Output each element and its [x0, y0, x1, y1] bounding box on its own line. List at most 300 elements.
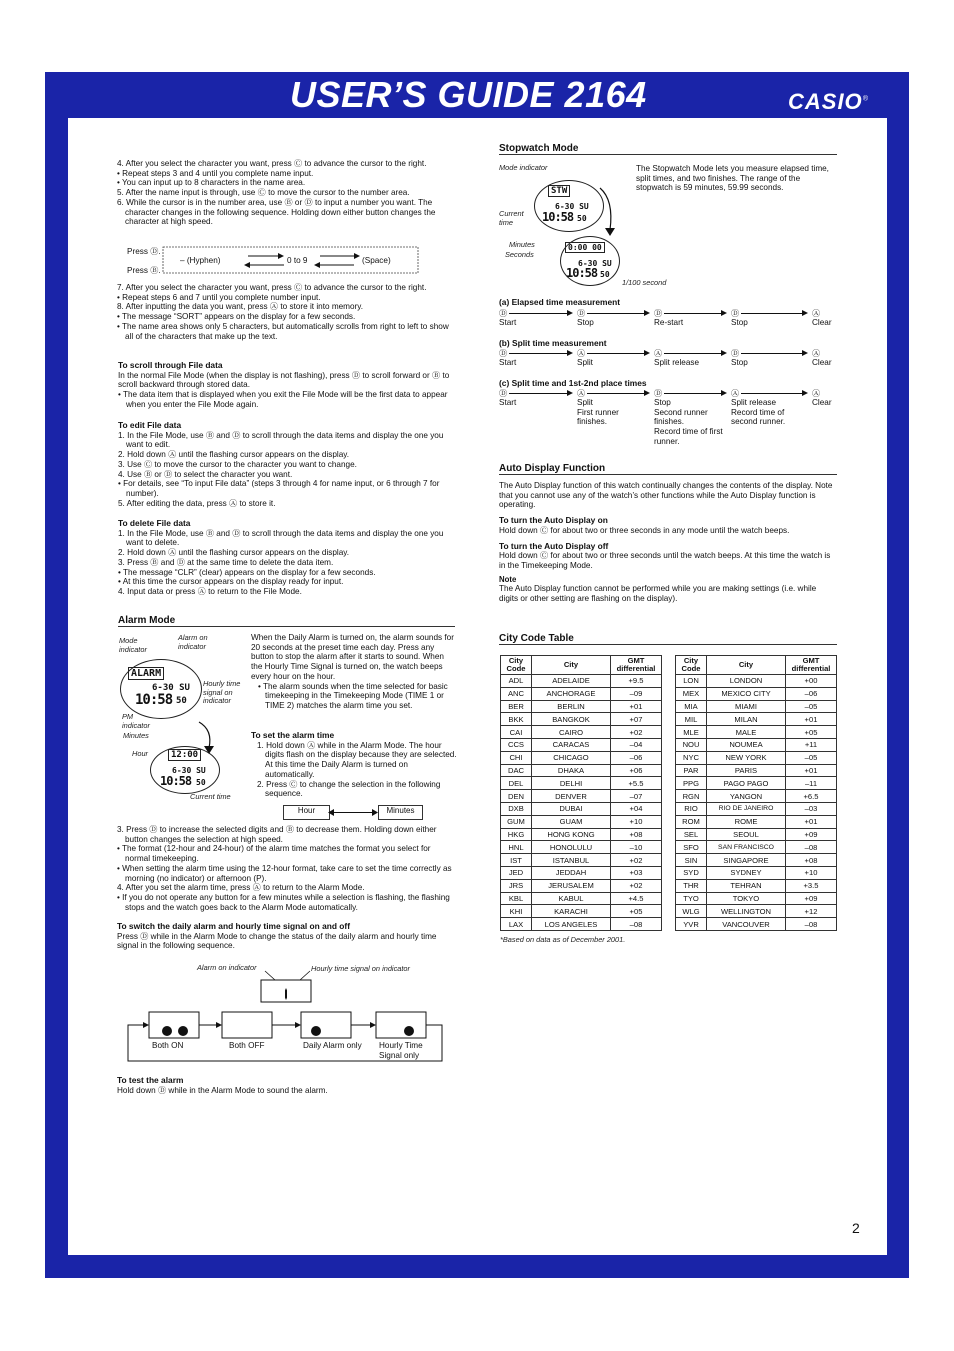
set-alarm-continued — [117, 825, 457, 912]
label-alarm-on-indicator: Alarm on indicator — [197, 963, 257, 972]
para: • The name area shows only 5 characters, but automatically scrolls from right to left to show all of the characters that make up the text. — [117, 321, 449, 341]
table-row — [676, 815, 837, 828]
button-symbol: Ⓐ — [731, 389, 740, 398]
page-number: 2 — [852, 1220, 860, 1236]
table-cell: +04 — [611, 802, 662, 815]
seq-heading: (a) Elapsed time measurement — [499, 297, 621, 307]
button-symbol: Ⓓ — [654, 389, 663, 398]
table-cell: VANCOUVER — [707, 918, 786, 931]
lcd-sw-time: 10:58 — [542, 210, 574, 224]
press-d-label: Press Ⓓ. — [127, 247, 161, 256]
table-cell: +10 — [786, 866, 837, 879]
table-cell: BKK — [501, 713, 532, 726]
seq-space: (Space) — [362, 256, 391, 265]
table-cell: –05 — [786, 700, 837, 713]
para: • The message “SORT” appears on the display for a few seconds. — [117, 312, 356, 322]
table-cell: LONDON — [707, 675, 786, 688]
table-cell: LOS ANGELES — [532, 918, 611, 931]
alarm-text — [251, 633, 457, 711]
lcd-stw: STW — [548, 185, 570, 197]
lcd-sw-time-2: 10:58 — [566, 266, 598, 280]
table-cell: ANCHORAGE — [532, 687, 611, 700]
table-cell: DXB — [501, 802, 532, 815]
button-symbol: Ⓓ — [499, 389, 508, 398]
para: 2. Hold down Ⓐ until the flashing cursor appears on the display. — [118, 450, 350, 460]
table-cell: DUBAI — [532, 802, 611, 815]
para: • When setting the alarm time using the 12-hour format, take care to set the time correctly as morning (no indicator) or afternoon (P). — [117, 863, 452, 883]
step-label: Clear — [812, 398, 832, 407]
switch-section — [117, 922, 457, 951]
table-cell: MALE — [707, 726, 786, 739]
table-cell: +08 — [611, 828, 662, 841]
table-cell: +06 — [611, 764, 662, 777]
button-symbol: Ⓓ — [731, 309, 740, 318]
table-cell: KARACHI — [532, 905, 611, 918]
lcd-sw-count: 0:00 00 — [565, 242, 605, 253]
para: 4. Use Ⓑ or Ⓓ to select the character you want. — [118, 469, 293, 479]
para: 1. In the File Mode, use Ⓑ and Ⓓ to scroll through the data items and display the one you want to edit. — [118, 430, 444, 450]
table-cell: –08 — [786, 841, 837, 854]
state-both-on: Both ON — [152, 1041, 184, 1050]
step-label: Clear — [812, 318, 832, 327]
table-cell: +11 — [786, 738, 837, 751]
sw-label-current: Current time — [499, 209, 524, 227]
step-label: Stop — [731, 358, 748, 367]
table-cell: GUM — [501, 815, 532, 828]
city-code-heading: City Code Table — [499, 633, 837, 645]
para: 1. In the File Mode, use Ⓑ and Ⓓ to scroll through the data items and display the one you want to delete. — [118, 528, 444, 548]
table-cell: MIA — [676, 700, 707, 713]
table-cell: KHI — [501, 905, 532, 918]
sequence-arrow — [741, 393, 806, 394]
table-row — [501, 764, 662, 777]
step-label: Start — [499, 318, 517, 327]
table-cell: +07 — [611, 713, 662, 726]
label-hourly: Hourly time signal on indicator — [203, 679, 241, 705]
table-cell: –05 — [786, 751, 837, 764]
table-cell: MIAMI — [707, 700, 786, 713]
table-cell: CAI — [501, 726, 532, 739]
table-row — [676, 764, 837, 777]
step-label: Stop Second runner finishes. Record time of first runner. — [654, 398, 723, 446]
table-row — [676, 687, 837, 700]
table-row — [676, 841, 837, 854]
step-label: Split release — [654, 358, 700, 367]
place-sequence — [499, 378, 839, 388]
sw-text: The Stopwatch Mode lets you measure elapsed time, split times, and two finishes. The range of the stopwatch is 59 minutes, 59.99 seconds. — [636, 164, 829, 193]
table-cell: PARIS — [707, 764, 786, 777]
logo-text: CASIO — [788, 89, 863, 114]
section-heading: To edit File data — [118, 420, 182, 430]
table-row — [501, 841, 662, 854]
para: 4. After you select the character you want, press Ⓒ to advance the cursor to the right. — [117, 159, 427, 168]
table-row — [676, 918, 837, 931]
step-label: Split release Record time of second runner. — [731, 398, 786, 427]
table-row — [501, 687, 662, 700]
para: 2. Press Ⓒ to change the selection in the following sequence. — [257, 779, 441, 799]
seq-heading: (b) Split time measurement — [499, 338, 607, 348]
delete-section — [118, 519, 458, 597]
table-row — [501, 777, 662, 790]
label-alarm-on: Alarm on indicator — [178, 633, 208, 651]
table-cell: +01 — [786, 764, 837, 777]
table-cell: +12 — [786, 905, 837, 918]
seq-heading: (c) Split time and 1st-2nd place times — [499, 378, 647, 388]
label-minutes: Minutes — [123, 731, 149, 740]
table-cell: +02 — [611, 879, 662, 892]
stopwatch-heading: Stopwatch Mode — [499, 143, 837, 155]
seq-digits: 0 to 9 — [287, 256, 308, 265]
button-symbol: Ⓓ — [577, 309, 586, 318]
elapsed-sequence — [499, 297, 839, 307]
lcd-date-2: 6-30 SU — [172, 766, 206, 775]
table-cell: +00 — [786, 675, 837, 688]
lcd-time-2: 10:58 — [160, 774, 192, 788]
para: 5. After editing the data, press Ⓐ to store it. — [118, 498, 276, 508]
button-symbol: Ⓐ — [812, 389, 821, 398]
para: Hold down Ⓓ while in the Alarm Mode to sound the alarm. — [117, 1085, 328, 1095]
table-cell: PAGO PAGO — [707, 777, 786, 790]
table-cell: BANGKOK — [532, 713, 611, 726]
hour-minutes-arrow — [328, 806, 378, 819]
button-symbol: Ⓓ — [499, 309, 508, 318]
table-cell: BERLIN — [532, 700, 611, 713]
table-cell: +08 — [786, 854, 837, 867]
table-row — [501, 866, 662, 879]
para: 8. After inputting the data you want, press Ⓐ to store it into memory. — [117, 302, 364, 312]
button-symbol: Ⓓ — [731, 349, 740, 358]
para: • The format (12-hour and 24-hour) of the alarm time matches the format you select for normal timekeeping. — [117, 844, 431, 864]
sequence-arrow — [664, 393, 725, 394]
table-row — [676, 738, 837, 751]
table-cell: CHI — [501, 751, 532, 764]
sequence-arrow — [509, 353, 571, 354]
test-alarm-section — [117, 1076, 457, 1095]
intro-text — [117, 159, 457, 227]
table-row — [676, 713, 837, 726]
table-row — [676, 905, 837, 918]
table-cell: –06 — [786, 687, 837, 700]
lcd-alarm-time: 12:00 — [168, 749, 201, 761]
hour-box: Hour — [283, 805, 330, 820]
table-cell: MILAN — [707, 713, 786, 726]
para: 3. Use Ⓒ to move the cursor to the character you want to change. — [118, 459, 357, 469]
table-cell: JERUSALEM — [532, 879, 611, 892]
table-cell: +02 — [611, 726, 662, 739]
table-cell: LON — [676, 675, 707, 688]
button-symbol: Ⓓ — [654, 309, 663, 318]
table-cell: +05 — [611, 905, 662, 918]
section-heading: To scroll through File data — [118, 360, 223, 370]
table-cell: WELLINGTON — [707, 905, 786, 918]
col-header: City Code — [676, 656, 707, 675]
table-cell: RIO DE JANEIRO — [707, 802, 786, 815]
para: The Auto Display function of this watch continually changes the contents of the display. Note that you cannot use any of the watch’s other functions while the Auto Display function is operating. — [499, 481, 833, 510]
registered-mark: ® — [862, 95, 869, 103]
minutes-box: Minutes — [378, 805, 423, 820]
sequence-arrow — [509, 393, 571, 394]
table-row — [676, 828, 837, 841]
sequence-arrow — [741, 313, 806, 314]
page-title: USER’S GUIDE 2164 — [290, 74, 647, 115]
para: • The data item that is displayed when you exit the File Mode will be the first data to appear when you enter the File Mode again. — [118, 390, 448, 409]
table-cell: HONG KONG — [532, 828, 611, 841]
casio-logo — [788, 89, 869, 115]
table-cell: –08 — [786, 918, 837, 931]
section-heading: To set the alarm time — [251, 730, 335, 740]
table-row — [676, 802, 837, 815]
table-row — [501, 892, 662, 905]
table-cell: SYDNEY — [707, 866, 786, 879]
section-heading: To test the alarm — [117, 1075, 184, 1085]
table-cell: BER — [501, 700, 532, 713]
table-cell: JED — [501, 866, 532, 879]
label-hourly-signal: Hourly time signal on indicator — [311, 964, 410, 973]
table-row — [501, 726, 662, 739]
para: • Repeat steps 3 and 4 until you complete name input. — [117, 168, 314, 178]
table-cell: SEOUL — [707, 828, 786, 841]
sw-label-mode: Mode indicator — [499, 163, 548, 172]
col-header: City Code — [501, 656, 532, 675]
table-cell: NOUMEA — [707, 738, 786, 751]
table-cell: +10 — [611, 815, 662, 828]
city-code-table-1 — [500, 655, 662, 931]
section-heading: Note — [499, 574, 517, 584]
para: • The message “CLR” (clear) appears on the display for a few seconds. — [118, 567, 376, 577]
lcd-sw-seconds-2: 50 — [600, 270, 610, 279]
lcd-seconds: 50 — [176, 696, 187, 706]
split-sequence — [499, 338, 839, 348]
table-cell: GUAM — [532, 815, 611, 828]
table-row — [676, 866, 837, 879]
table-row — [501, 675, 662, 688]
sequence-arrow — [741, 353, 806, 354]
label-current-time: Current time — [190, 792, 231, 801]
sequence-arrow — [587, 313, 648, 314]
table-row — [676, 675, 837, 688]
table-cell: DAC — [501, 764, 532, 777]
city-code-table-2 — [675, 655, 837, 931]
table-cell: THR — [676, 879, 707, 892]
table-cell: –03 — [786, 802, 837, 815]
table-cell: DELHI — [532, 777, 611, 790]
button-symbol: Ⓐ — [577, 389, 586, 398]
table-cell: PPG — [676, 777, 707, 790]
state-both-off: Both OFF — [229, 1041, 265, 1050]
col-header: GMT differential — [611, 656, 662, 675]
table-cell: +01 — [786, 815, 837, 828]
table-cell: CHICAGO — [532, 751, 611, 764]
table-cell: JEDDAH — [532, 866, 611, 879]
para: • For details, see “To input File data” (steps 3 through 4 for name input, or 6 through 7 for number). — [118, 479, 440, 498]
col-header: City — [707, 656, 786, 675]
table-cell: –06 — [611, 751, 662, 764]
edit-section — [118, 421, 458, 508]
table-cell: +5.5 — [611, 777, 662, 790]
table-cell: DEL — [501, 777, 532, 790]
para: • Repeat steps 6 and 7 until you complete number input. — [117, 292, 321, 302]
table-cell: +09 — [786, 892, 837, 905]
table-cell: +01 — [611, 700, 662, 713]
para: When the Daily Alarm is turned on, the alarm sounds for 20 seconds at the preset time each day. Press any button to stop the alarm after it starts to sound. When the Hourly Time Signal is turned on, the watch beeps every hour on the hour. — [251, 633, 454, 681]
table-cell: +6.5 — [786, 790, 837, 803]
table-row — [501, 918, 662, 931]
para: 4. Input data or press Ⓐ to return to the File Mode. — [118, 586, 302, 596]
alarm-mode-heading: Alarm Mode — [118, 615, 455, 627]
seq-hyphen: – (Hyphen) — [180, 256, 221, 265]
state-hourly-only: Hourly Time Signal only — [379, 1041, 423, 1060]
label-pm: PM indicator — [122, 712, 150, 730]
table-row — [676, 790, 837, 803]
table-cell: RIO — [676, 802, 707, 815]
table-cell: ADELAIDE — [532, 675, 611, 688]
para: 3. Press Ⓓ to increase the selected digits and Ⓑ to decrease them. Holding down either button changes the selection at high speed. — [117, 825, 437, 844]
para: Press Ⓓ while in the Alarm Mode to change the status of the daily alarm and hourly time signal in the following sequence. — [117, 931, 437, 951]
step-label: Re-start — [654, 318, 684, 327]
table-cell: ISTANBUL — [532, 854, 611, 867]
table-cell: +4.5 — [611, 892, 662, 905]
table-cell: SINGAPORE — [707, 854, 786, 867]
table-cell: –08 — [611, 918, 662, 931]
sw-mode-arrow-icon — [598, 186, 618, 238]
table-cell: MEX — [676, 687, 707, 700]
table-cell: PAR — [676, 764, 707, 777]
scroll-section — [118, 361, 458, 410]
para: • If you do not operate any button for a few minutes while a selection is flashing, the flashing stops and the watch goes back to the Alarm Mode automatically. — [117, 892, 450, 912]
step-label: Split First runner finishes. — [577, 398, 619, 427]
table-cell: DENVER — [532, 790, 611, 803]
city-table-note: *Based on data as of December 2001. — [500, 935, 626, 944]
table-cell: YANGON — [707, 790, 786, 803]
table-cell: CCS — [501, 738, 532, 751]
mode-change-arrow-icon — [195, 720, 219, 756]
set-alarm-section — [251, 731, 457, 799]
step-label: Split — [577, 358, 593, 367]
sequence-arrow — [587, 353, 648, 354]
table-cell: TOKYO — [707, 892, 786, 905]
table-row — [501, 828, 662, 841]
table-row — [501, 879, 662, 892]
table-cell: –09 — [611, 687, 662, 700]
lcd-sw-seconds: 50 — [577, 214, 587, 223]
para: 5. After the name input is through, use Ⓒ to move the cursor to the number area. — [117, 188, 410, 198]
para: Hold down Ⓒ for about two or three seconds in any mode until the watch beeps. — [499, 525, 790, 535]
table-cell: +01 — [786, 713, 837, 726]
table-cell: LAX — [501, 918, 532, 931]
table-cell: +09 — [786, 828, 837, 841]
table-cell: +3.5 — [786, 879, 837, 892]
table-row — [676, 726, 837, 739]
para: • You can input up to 8 characters in the name area. — [117, 178, 306, 188]
table-cell: +02 — [611, 854, 662, 867]
table-cell: NYC — [676, 751, 707, 764]
table-cell: ROME — [707, 815, 786, 828]
table-cell: RGN — [676, 790, 707, 803]
auto-display-section — [499, 481, 837, 604]
step-label: Clear — [812, 358, 832, 367]
lcd-sw-date: 6-30 SU — [555, 202, 589, 211]
para: • The alarm sounds when the time selected for basic timekeeping in the Timekeeping Mode (TIME 1 or TIME 2) matches the alarm time you set. — [258, 681, 448, 710]
table-row — [501, 802, 662, 815]
table-cell: HNL — [501, 841, 532, 854]
section-heading: To delete File data — [118, 518, 191, 528]
label-hour: Hour — [132, 749, 149, 758]
auto-display-heading: Auto Display Function — [499, 463, 837, 475]
para: 2. Hold down Ⓐ until the flashing cursor appears on the display. — [118, 548, 350, 558]
table-cell: +9.5 — [611, 675, 662, 688]
press-b-label: Press Ⓑ. — [127, 266, 161, 275]
sequence-arrow — [509, 313, 571, 314]
table-cell: NEW YORK — [707, 751, 786, 764]
table-cell: ADL — [501, 675, 532, 688]
table-cell: DHAKA — [532, 764, 611, 777]
step-label: Stop — [577, 318, 594, 327]
table-row — [501, 751, 662, 764]
section-heading: To turn the Auto Display on — [499, 515, 608, 526]
table-cell: JRS — [501, 879, 532, 892]
para: In the normal File Mode (when the display is not flashing), press Ⓓ to scroll forward or Ⓑ to scroll backward through stored data. — [118, 370, 450, 390]
step-label: Stop — [731, 318, 748, 327]
table-row — [501, 790, 662, 803]
table-cell: MEXICO CITY — [707, 687, 786, 700]
sequence-arrow — [587, 393, 648, 394]
label-mode-indicator: Mode indicator — [119, 636, 147, 654]
table-cell: SEL — [676, 828, 707, 841]
button-symbol: Ⓐ — [654, 349, 663, 358]
sw-label-minutes: Minutes — [509, 240, 535, 249]
table-cell: SAN FRANCISCO — [707, 841, 786, 854]
sequence-arrow — [664, 353, 725, 354]
sw-label-seconds: Seconds — [505, 250, 534, 259]
para: 7. After you select the character you want, press Ⓒ to advance the cursor to the right. — [117, 283, 427, 292]
table-cell: CARACAS — [532, 738, 611, 751]
step-label: Start — [499, 398, 517, 407]
table-cell: WLG — [676, 905, 707, 918]
col-header: City — [532, 656, 611, 675]
lcd-date: 6-30 SU — [152, 683, 190, 693]
table-row — [676, 777, 837, 790]
table-cell: +05 — [786, 726, 837, 739]
button-symbol: Ⓓ — [499, 349, 508, 358]
table-cell: MIL — [676, 713, 707, 726]
lcd-time: 10:58 — [135, 692, 173, 708]
table-row — [501, 815, 662, 828]
lcd-alarm-text: ALARM — [128, 667, 164, 680]
table-cell: HKG — [501, 828, 532, 841]
button-symbol: Ⓐ — [812, 309, 821, 318]
table-row — [501, 700, 662, 713]
table-cell: HONOLULU — [532, 841, 611, 854]
sequence-arrow — [664, 313, 725, 314]
table-row — [676, 854, 837, 867]
table-cell: MLE — [676, 726, 707, 739]
table-cell: DEN — [501, 790, 532, 803]
table-row — [501, 738, 662, 751]
table-cell: TYO — [676, 892, 707, 905]
table-row — [676, 751, 837, 764]
table-row — [676, 879, 837, 892]
para: 1. Hold down Ⓐ while in the Alarm Mode. The hour digits flash on the display because they are selected. At this time the Daily Alarm is turned on automatically. — [257, 740, 457, 779]
table-cell: KBL — [501, 892, 532, 905]
table-cell: –10 — [611, 841, 662, 854]
table-cell: NOU — [676, 738, 707, 751]
table-row — [501, 854, 662, 867]
table-cell: CAIRO — [532, 726, 611, 739]
para: Hold down Ⓒ for about two or three seconds until the watch beeps. At this time the watch is in the Timekeeping Mode. — [499, 551, 831, 570]
table-cell: –11 — [786, 777, 837, 790]
para: 6. While the cursor is in the number area, use Ⓑ or Ⓓ to input a number you want. The character changes in the following sequence. Holding down either button changes the character at high speed. — [117, 197, 436, 227]
button-symbol: Ⓐ — [577, 349, 586, 358]
